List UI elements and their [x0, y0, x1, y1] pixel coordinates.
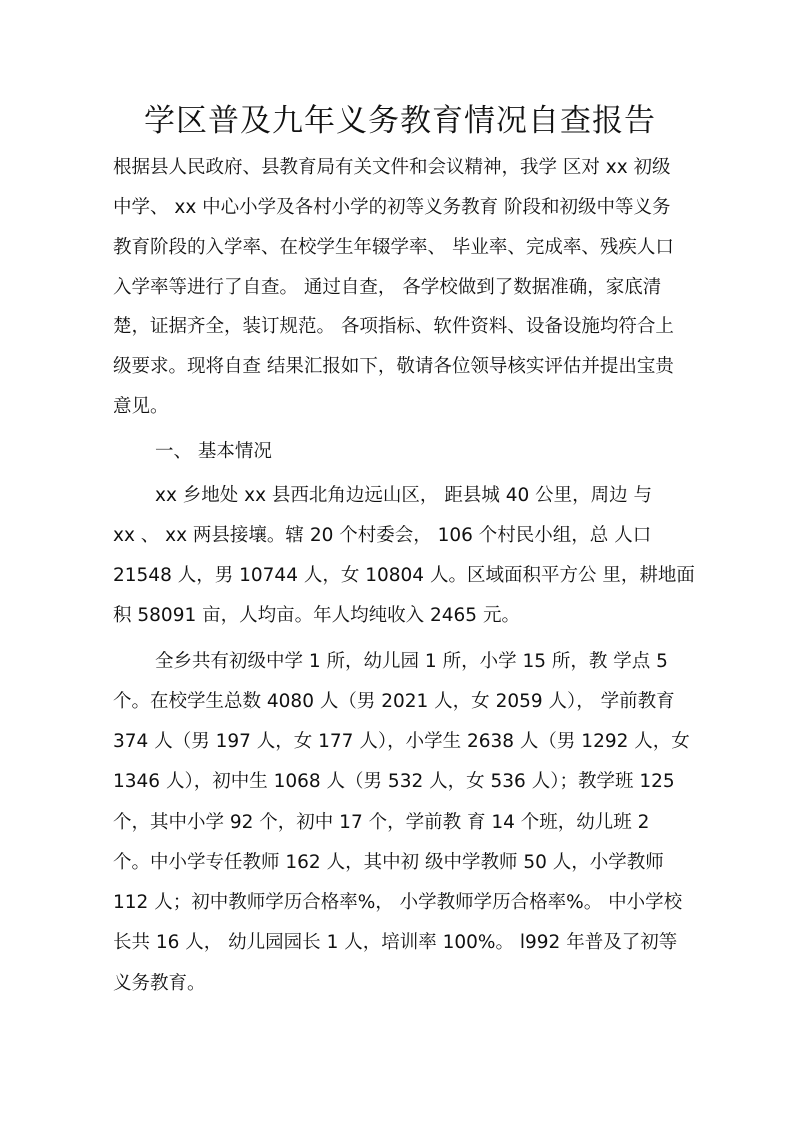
paragraph-line: 级要求。现将自查 结果汇报如下，敬请各位领导核实评估并提出宝贵 — [113, 356, 674, 377]
paragraph-line: 个。中小学专任教师 162 人，其中初 级中学教师 50 人，小学教师 — [113, 852, 664, 873]
paragraph-line: 积 58091 亩，人均亩。年人均纯收入 2465 元。 — [113, 605, 520, 626]
paragraph-line: 1346 人），初中生 1068 人（男 532 人，女 536 人）；教学班 125 — [113, 771, 675, 792]
document-title: 学区普及九年义务教育情况自查报告 — [144, 103, 656, 139]
paragraph-line: xx 、 xx 两县接壤。辖 20 个村委会， 106 个村民小组，总 人口 — [113, 525, 652, 546]
paragraph-line: 教育阶段的入学率、在校学生年辍学率、 毕业率、完成率、残疾人口 — [113, 237, 674, 258]
paragraph-line: 意见。 — [113, 396, 169, 417]
paragraph-line: 入学率等进行了自查。 通过自查， 各学校做到了数据准确，家底清 — [113, 277, 662, 298]
paragraph-line: 21548 人，男 10744 人，女 10804 人。区域面积平方公 里，耕地面 — [113, 565, 695, 586]
paragraph-line: 个。在校学生总数 4080 人（男 2021 人，女 2059 人）， 学前教育 — [113, 691, 675, 712]
paragraph-line: 中学、 xx 中心小学及各村小学的初等义务教育 阶段和初级中等义务 — [113, 197, 671, 218]
paragraph-line: 长共 16 人， 幼儿园园长 1 人，培训率 100%。 l992 年普及了初等 — [113, 932, 678, 953]
paragraph-line: 楚，证据齐全，装订规范。 各项指标、软件资料、设备设施均符合上 — [113, 316, 674, 337]
paragraph-line: xx 乡地处 xx 县西北角边远山区， 距县城 40 公里，周边 与 — [155, 485, 652, 506]
paragraph-line: 112 人；初中教师学历合格率%， 小学教师学历合格率%。 中小学校 — [113, 892, 683, 913]
paragraph-line: 全乡共有初级中学 1 所，幼儿园 1 所，小学 15 所，教 学点 5 — [155, 651, 668, 672]
paragraph-line: 个，其中小学 92 个，初中 17 个，学前教 育 14 个班，幼儿班 2 — [113, 812, 650, 833]
paragraph-line: 根据县人民政府、县教育局有关文件和会议精神，我学 区对 xx 初级 — [113, 157, 671, 178]
paragraph-line: 义务教育。 — [113, 973, 206, 994]
paragraph-line: 374 人（男 197 人，女 177 人），小学生 2638 人（男 1292 人，女 — [113, 731, 690, 752]
section-heading: 一、 基本情况 — [155, 441, 272, 462]
